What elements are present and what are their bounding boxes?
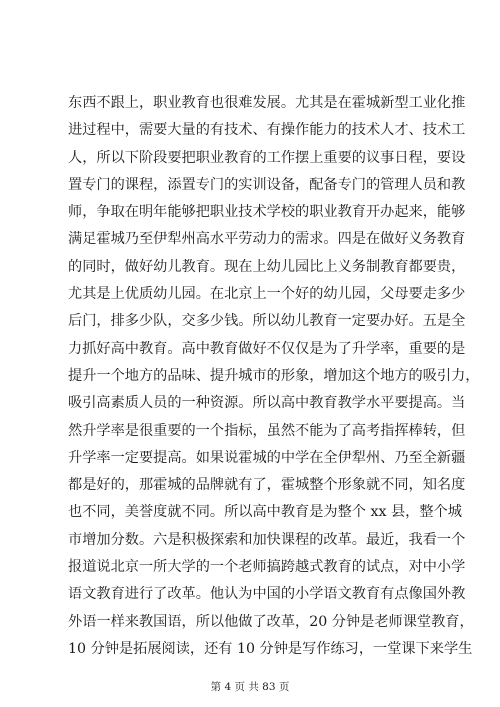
text-line: 也不同，美誉度就不同。所以高中教育是为整个 xx 县，整个城: [68, 504, 462, 521]
text-line: 东西不跟上，职业教育也很难发展。尤其是在霍城新型工业化推: [68, 95, 466, 111]
text-line: 语文教育进行了改革。他认为中国的小学语文教育有点像国外教: [68, 586, 466, 603]
page-footer: 第 4 页 共 83 页: [210, 681, 290, 693]
text-line: 后门，排多少队，交多少钱。所以幼儿教育一定要办好。五是全: [68, 313, 466, 330]
text-line: 市增加分数。六是积极探索和加快课程的改革。最近，我看一个: [68, 531, 466, 548]
text-line: 提升一个地方的品味、提升城市的形象，增加这个地方的吸引力，: [68, 367, 480, 384]
text-line: 力抓好高中教育。高中教育做好不仅仅是为了升学率，重要的是: [68, 340, 466, 357]
text-line: 都是好的，那霍城的品牌就有了，霍城整个形象就不同，知名度: [68, 477, 466, 494]
text-line: 的同时，做好幼儿教育。现在上幼儿园比上义务制教育都要贵，: [68, 258, 466, 275]
text-line: 吸引高素质人员的一种资源。所以高中教育教学水平要提高。当: [68, 395, 466, 412]
text-line: 进过程中，需要大量的有技术、有操作能力的技术人才、技术工: [68, 122, 466, 139]
text-line: 报道说北京一所大学的一个老师搞跨越式教育的试点，对中小学: [68, 559, 466, 576]
text-line: 人，所以下阶段要把职业教育的工作摆上重要的议事日程，要设: [68, 149, 466, 166]
text-line: 师，争取在明年能够把职业技术学校的职业教育开办起来，能够: [68, 204, 466, 221]
text-line: 升学率一定要提高。如果说霍城的中学在全伊犁州、乃至全新疆: [68, 449, 466, 466]
text-line: 满足霍城乃至伊犁州高水平劳动力的需求。四是在做好义务教育: [68, 231, 466, 248]
text-line: 10 分钟是拓展阅读，还有 10 分钟是写作练习，一堂课下来学生: [68, 640, 473, 657]
text-line: 然升学率是很重要的一个指标，虽然不能为了高考指挥棒转，但: [68, 422, 466, 439]
text-line: 置专门的课程，添置专门的实训设备，配备专门的管理人员和教: [68, 176, 466, 193]
text-line: 外语一样来教国语，所以他做了改革，20 分钟是老师课堂教育，: [68, 613, 474, 630]
body-text: [68, 90, 480, 663]
text-line: 尤其是上优质幼儿园。在北京上一个好的幼儿园，父母要走多少: [68, 286, 466, 303]
